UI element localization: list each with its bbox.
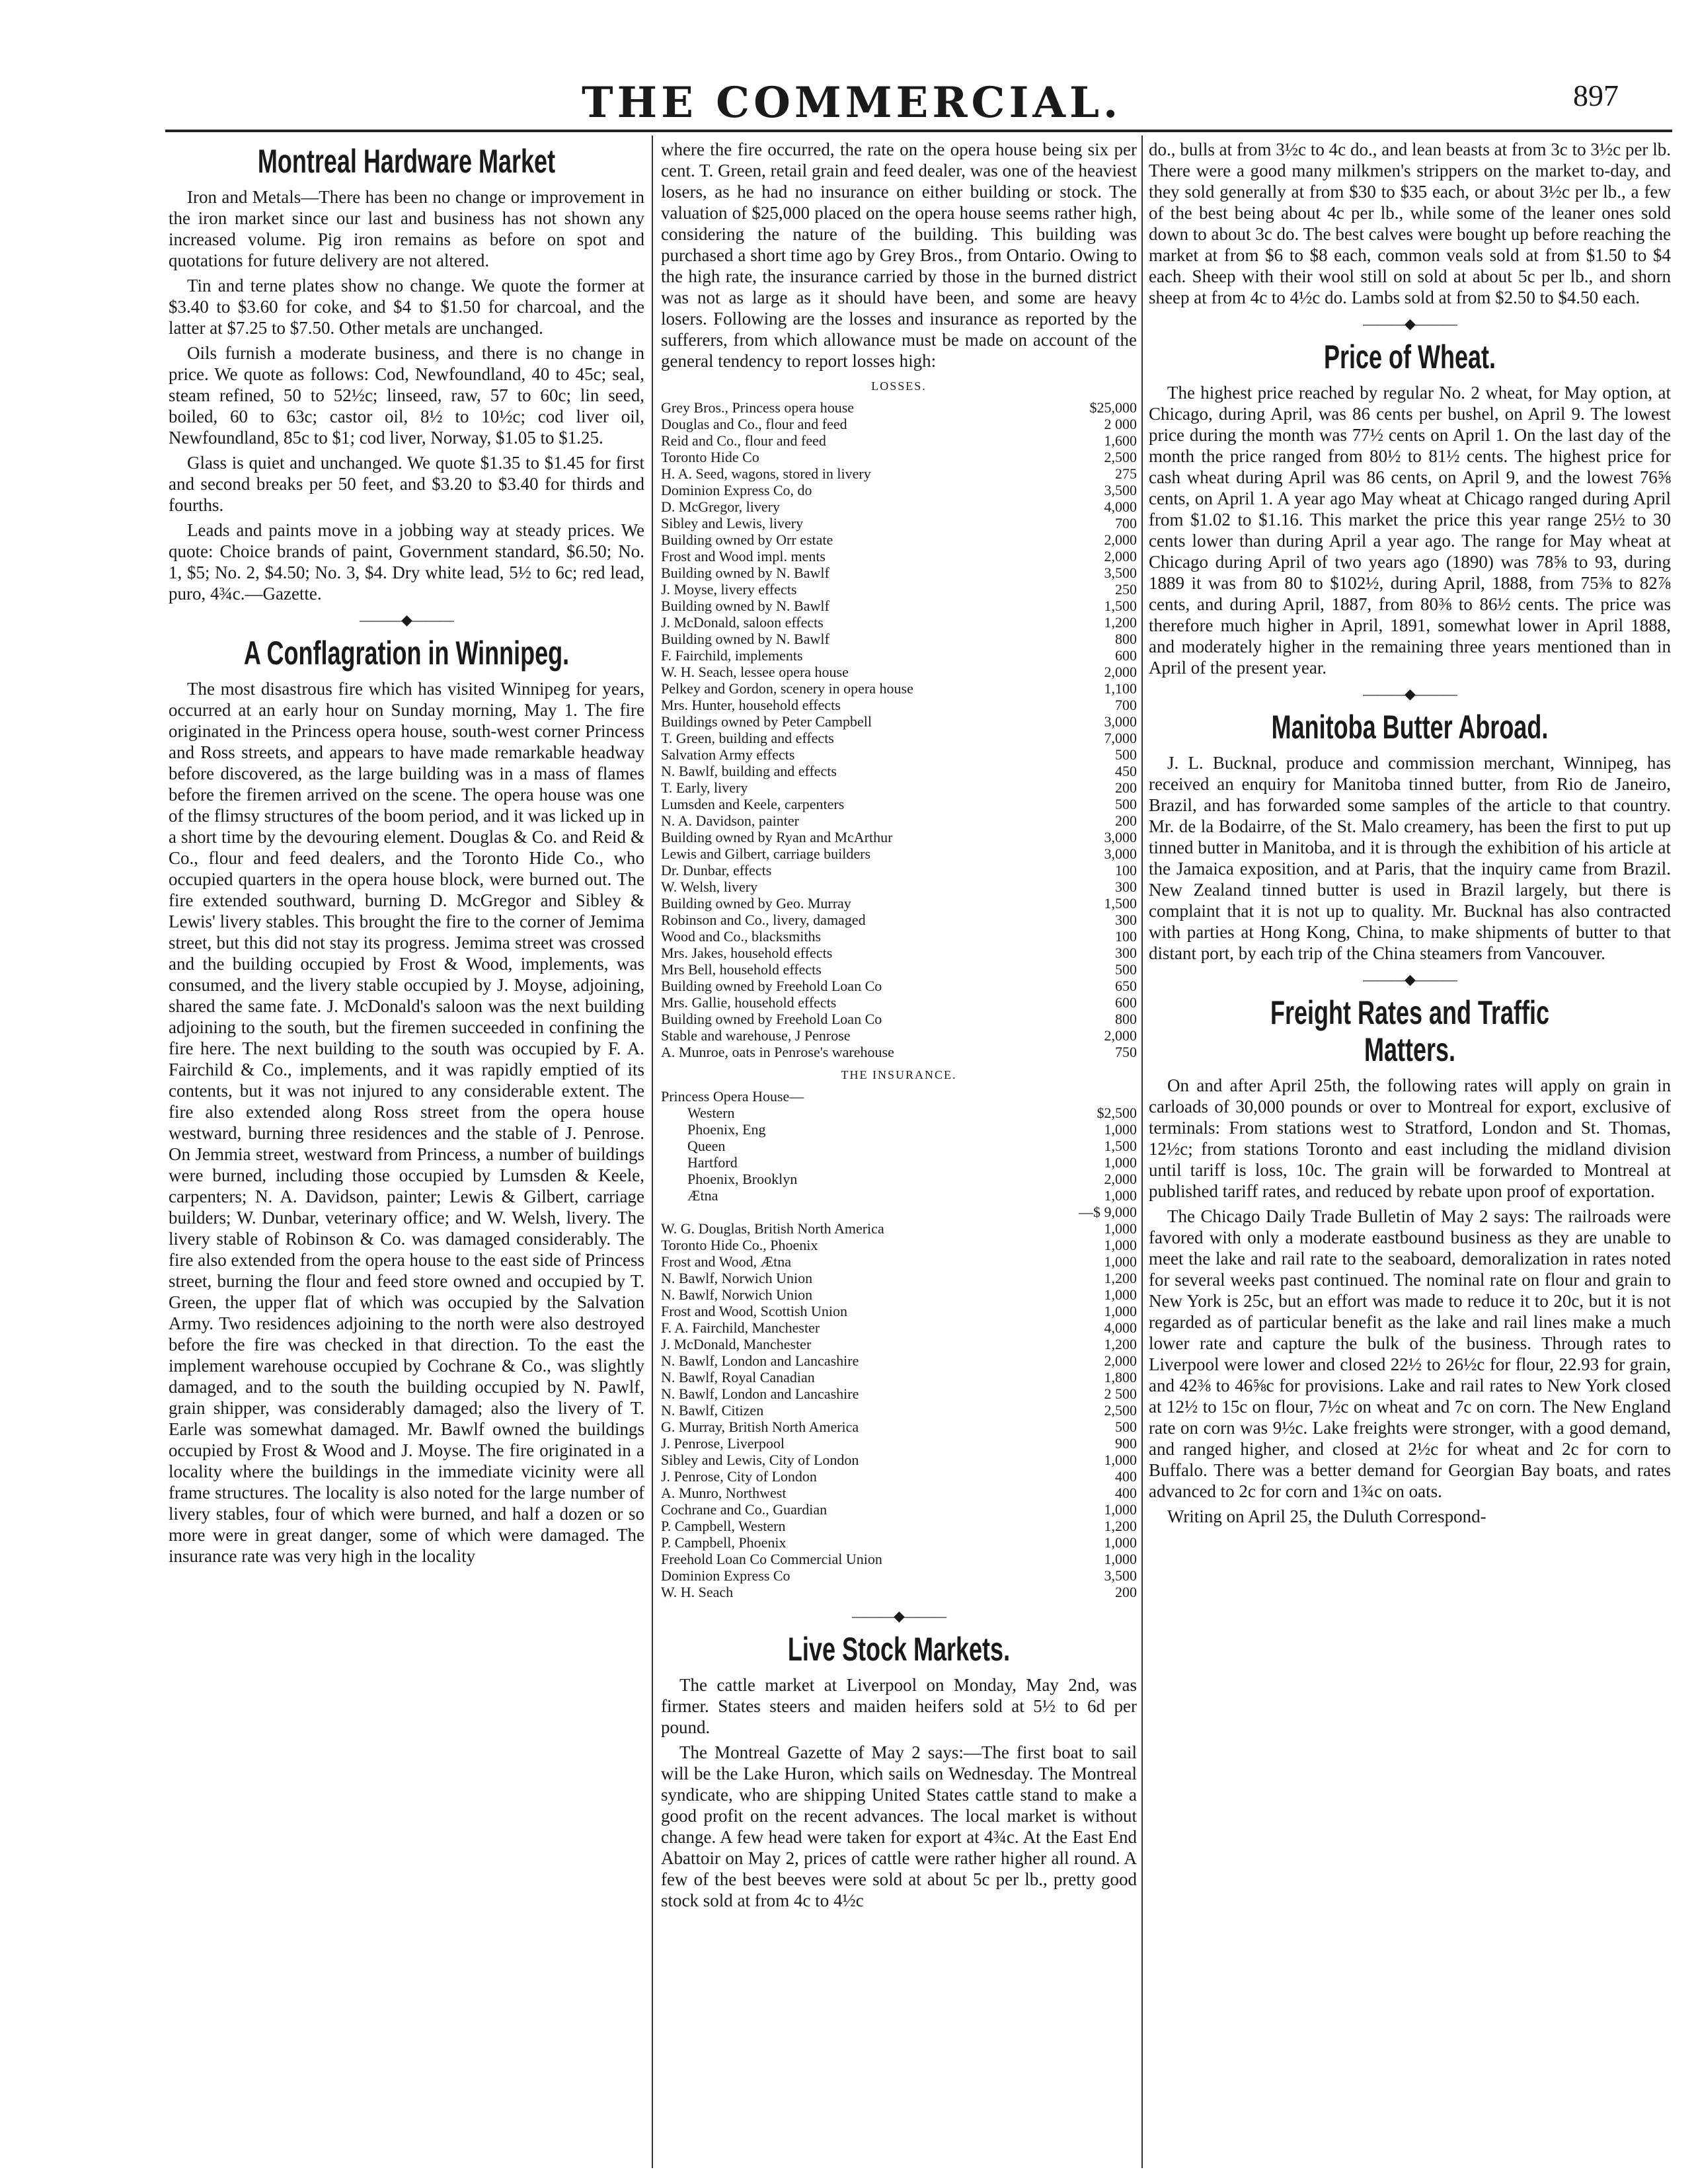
table-cell-name: J. Penrose, Liverpool [661, 1435, 785, 1452]
table-cell-name [661, 1204, 1064, 1220]
losses-row [661, 465, 1137, 482]
losses-row [661, 928, 1137, 945]
table-cell-amount: 1,500 [1104, 1138, 1137, 1154]
table-cell-amount: 3,000 [1104, 829, 1137, 845]
losses-row [661, 878, 1137, 895]
table-cell-name: Mrs. Gallie, household effects [661, 994, 837, 1011]
table-cell-amount: 1,800 [1104, 1369, 1137, 1385]
paragraph: Iron and Metals—There has been no change or improvement in the iron market since our last and business has not shown any increased volume. Pig iron remains as before on spot and quotations for future delivery are not altered. [169, 187, 644, 270]
losses-row [661, 779, 1137, 796]
losses-row [661, 680, 1137, 697]
paragraph: Oils furnish a moderate business, and there is no change in price. We quote as follows: Cod, Newfoundland, 40 to 45c; seal, steam refined, 50 to 52½c; linseed, raw, 57 to 60c; lin seed, boiled, 60 to 63c; castor oil, 8½ to 10½c; cod liver oil, Newfoundland, 85c to $1; cod liver, Norway, $1.05 to $1.25. [169, 343, 644, 448]
losses-row [661, 399, 1137, 416]
table-cell-name: Phoenix, Eng [687, 1121, 766, 1138]
table-cell-name: Grey Bros., Princess opera house [661, 399, 855, 416]
opera-insurance-total: —$ 9,000 [1079, 1204, 1137, 1220]
opera-insurance-row [661, 1154, 1137, 1171]
table-cell-amount: 1,200 [1104, 1336, 1137, 1352]
table-cell-name: J. Moyse, livery effects [661, 581, 797, 598]
insurance-row [661, 1468, 1137, 1485]
table-cell-amount: $2,500 [1097, 1105, 1137, 1121]
table-cell-amount: 1,000 [1104, 1452, 1137, 1468]
table-cell-amount: 900 [1115, 1435, 1137, 1452]
opera-insurance-row [661, 1105, 1137, 1121]
table-cell-name: F. A. Fairchild, Manchester [661, 1319, 820, 1336]
table-cell-amount: 1,500 [1104, 895, 1137, 912]
losses-row [661, 862, 1137, 878]
table-cell-name: Freehold Loan Co Commercial Union [661, 1551, 882, 1567]
table-cell-name: N. Bawlf, Royal Canadian [661, 1369, 815, 1385]
losses-row [661, 614, 1137, 631]
column-divider [1141, 136, 1143, 2168]
table-cell-name: Building owned by Freehold Loan Co [661, 978, 882, 994]
table-cell-name: Toronto Hide Co [661, 449, 759, 465]
table-cell-amount: 1,000 [1104, 1121, 1137, 1138]
table-cell-name: Building owned by Orr estate [661, 531, 833, 548]
table-cell-amount: 2,000 [1104, 664, 1137, 680]
table-cell-name: Ætna [687, 1187, 718, 1204]
table-cell-amount: 2 500 [1104, 1385, 1137, 1402]
table-cell-amount: 100 [1115, 928, 1137, 945]
insurance-row [661, 1419, 1137, 1435]
table-cell-amount: 400 [1115, 1485, 1137, 1501]
table-cell-name: D. McGregor, livery [661, 498, 780, 515]
insurance-row [661, 1584, 1137, 1600]
table-cell-amount: 450 [1115, 763, 1137, 779]
insurance-row [661, 1485, 1137, 1501]
column-divider [652, 136, 653, 2168]
table-cell-name: Salvation Army effects [661, 746, 795, 763]
losses-row [661, 812, 1137, 829]
losses-row [661, 1027, 1137, 1044]
table-cell-name: W. H. Seach, lessee opera house [661, 664, 849, 680]
table-cell-name: Dr. Dunbar, effects [661, 862, 772, 878]
table-cell-amount: 275 [1115, 465, 1137, 482]
table-cell-amount: 300 [1115, 878, 1137, 895]
insurance-row [661, 1534, 1137, 1551]
losses-row [661, 432, 1137, 449]
insurance-row [661, 1452, 1137, 1468]
table-cell-amount: 3,500 [1104, 1567, 1137, 1584]
insurance-row [661, 1567, 1137, 1584]
insurance-row [661, 1551, 1137, 1567]
losses-row [661, 664, 1137, 680]
table-cell-name: Phoenix, Brooklyn [687, 1171, 798, 1187]
table-cell-amount: 400 [1115, 1468, 1137, 1485]
table-cell-name: W. H. Seach [661, 1584, 734, 1600]
table-cell-amount: 800 [1115, 1011, 1137, 1027]
column-2 [661, 139, 1137, 2162]
table-cell-amount: 2,000 [1104, 1352, 1137, 1369]
losses-row [661, 697, 1137, 713]
paragraph: where the fire occurred, the rate on the opera house being six per cent. T. Green, retail grain and feed dealer, was one of the heaviest losers, as he had no insurance on either building or stock. The valuation of $25,000 placed on the opera house seems rather high, considering the nature of the building. This building was purchased a short time ago by Grey Bros., from Ontario. Owing to the high rate, the insurance carried by those in the burned district was not as large as it should have been, and some are heavy losers. Following are the losses and insurance as reported by the sufferers, from which allowance must be made on account of the general tendency to report losses high: [661, 139, 1137, 371]
table-cell-name: Stable and warehouse, J Penrose [661, 1027, 851, 1044]
table-cell-amount: 2,500 [1104, 449, 1137, 465]
paragraph: The highest price reached by regular No. 2 wheat, for May option, at Chicago, during April, was 86 cents per bushel, on April 9. The lowest price during the month was 77½ cents on April 1. On the last day of the month the price ranged from 80½ to 81½ cents. The highest price for cash wheat during April was 86 cents, on April 9, and the lowest 76⅝ cents, on April 1. A year ago May wheat at Chicago ranged during April from $1.02 to $1.16. This market the price this year range 25½ to 30 cents lower than during April a year ago. The range for May wheat at Chicago during April of two years ago (1890) was 78⅝ to 93, during 1889 it was from 80 to $102½, during April, 1888, from 75⅜ to 82⅞ cents, and during April, 1887, from 80⅜ to 86½ cents. The price was therefore much higher in April, 1891, somewhat lower in April 1888, and moderately higher in the remaining three years mentioned than in April of the present year. [1149, 383, 1671, 678]
losses-row [661, 978, 1137, 994]
insurance-row [661, 1237, 1137, 1253]
article-heading-hardware: Montreal Hardware Market [257, 143, 556, 180]
table-cell-name: Frost and Wood, Ætna [661, 1253, 792, 1270]
losses-row [661, 631, 1137, 647]
losses-row [661, 845, 1137, 862]
losses-row [661, 912, 1137, 928]
table-cell-name: Building owned by N. Bawlf [661, 565, 829, 581]
table-cell-name: Cochrane and Co., Guardian [661, 1501, 828, 1518]
table-cell-name: W. Welsh, livery [661, 878, 758, 895]
opera-insurance-table [661, 1105, 1137, 1220]
table-cell-name: Douglas and Co., flour and feed [661, 416, 847, 432]
table-cell-name: N. Bawlf, building and effects [661, 763, 837, 779]
table-cell-amount: 650 [1115, 978, 1137, 994]
losses-heading: LOSSES. [871, 379, 927, 393]
table-cell-name: Hartford [687, 1154, 738, 1171]
paragraph: The most disastrous fire which has visited Winnipeg for years, occurred at an early hour on Sunday morning, May 1. The fire originated in the Princess opera house, south-west corner Princess and Ross streets, and appears to have made remarkable headway before discovered, as the large building was in a mass of flames before the firemen arrived on the scene. The opera house was one of the flimsy structures of the boom period, and it was licked up in a short time by the devouring element. Douglas & Co. and Reid & Co., flour and feed dealers, and the Toronto Hide Co., who occupied quarters in the opera house block, were burned out. The fire extended southward, burning D. McGregor and Sibley & Lewis' livery stables. This brought the fire to the corner of Jemima street, but this did not stay its progress. Jemima street was crossed and the building occupied by Frost & Wood, implements, was consumed, and the livery stable occupied by J. Moyse, adjoining, shared the same fate. J. McDonald's saloon was the next building adjoining to the south, but the firemen succeeded in confining the fire here. The next building to the south was occupied by F. A. Fairchild & Co., implements, and it was rapidly emptied of its contents, but it was not injured to any considerable extent. The fire also extended along Ross street from the opera house westward, burning three residences and the stable of J. Penrose. On Jemmia street, westward from Princess, a number of buildings were burned, including those occupied by Lumsden & Keele, carpenters; N. A. Davidson, painter; Lewis & Gilbert, carriage builders; W. Dunbar, veterinary office; and W. Welsh, livery. The livery stable of Robinson & Co. was damaged considerably. The fire also extended from the opera house to the east side of Princess street, burning the flour and feed store owned and occupied by T. Green, the upper flat of which was occupied by the Salvation Army. Two residences adjoining to the north were also destroyed before the fire was checked in that direction. To the east the implement warehouse occupied by Cochrane & Co., was slightly damaged, and to the south the building occupied by N. Pawlf, grain shipper, was considerably damaged; also the livery of T. Earle was somewhat damaged. Mr. Bawlf owned the buildings occupied by Frost & Wood and J. Moyse. The fire originated in a locality where the buildings in the immediate vicinity were all frame structures. The locality is also noted for the large number of livery stables, four of which were burned, and half a dozen or so more were in great danger, some of which were damaged. The insurance rate was very high in the locality [169, 679, 644, 1566]
losses-row [661, 416, 1137, 432]
paragraph: do., bulls at from 3½c to 4c do., and lean beasts at from 3c to 3½c per lb. There were a good many milkmen's strippers on the market to-day, and they sold generally at from $30 to $35 each, or about 3½c per lb., a few of the best being about 4c per lb., while some of the leaner ones sold down to about 3c do. The best calves were bought up before reaching the market at from $6 to $8 each, common veals sold at from $1.50 to $4 each. Sheep with their wool still on sold at about 5c per lb., and shorn sheep at from 4c to 4½c do. Lambs sold at from $2.50 to $4.50 each. [1149, 139, 1671, 307]
table-cell-amount: 1,200 [1104, 1270, 1137, 1286]
table-cell-name: Lewis and Gilbert, carriage builders [661, 845, 871, 862]
table-cell-amount: 1,000 [1104, 1237, 1137, 1253]
table-cell-amount: 800 [1115, 631, 1137, 647]
losses-row [661, 515, 1137, 531]
table-cell-amount: 4,000 [1104, 498, 1137, 515]
table-cell-name: Pelkey and Gordon, scenery in opera house [661, 680, 913, 697]
losses-row [661, 498, 1137, 515]
table-cell-name: N. A. Davidson, painter [661, 812, 799, 829]
losses-row [661, 598, 1137, 614]
article-heading-livestock: Live Stock Markets. [787, 1631, 1011, 1668]
table-cell-amount: 500 [1115, 746, 1137, 763]
paragraph: Leads and paints move in a jobbing way at steady prices. We quote: Choice brands of paint, Government standard, $6.50; No. 1, $5; No. 2, $4.50; No. 3, $4. Dry white lead, 5½ to 6c; red lead, puro, 4¾c.—Gazette. [169, 520, 644, 604]
table-cell-name: Mrs. Jakes, household effects [661, 945, 833, 961]
insurance-heading: THE INSURANCE. [841, 1068, 957, 1081]
table-cell-amount: 1,500 [1104, 598, 1137, 614]
losses-table [661, 399, 1137, 1060]
table-cell-name: F. Fairchild, implements [661, 647, 803, 664]
losses-row [661, 713, 1137, 730]
ornament-divider: ———◆——— [1363, 315, 1457, 332]
table-cell-name: Lumsden and Keele, carpenters [661, 796, 845, 812]
insurance-row [661, 1352, 1137, 1369]
table-cell-amount: 200 [1115, 812, 1137, 829]
opera-insurance-row [661, 1187, 1137, 1204]
table-cell-name: T. Early, livery [661, 779, 748, 796]
table-cell-name: Sibley and Lewis, City of London [661, 1452, 859, 1468]
table-cell-name: N. Bawlf, Norwich Union [661, 1270, 813, 1286]
opera-insurance-total-row [661, 1204, 1137, 1220]
table-cell-name: N. Bawlf, London and Lancashire [661, 1352, 859, 1369]
table-cell-amount: 300 [1115, 945, 1137, 961]
insurance-row [661, 1435, 1137, 1452]
table-cell-amount: 200 [1115, 779, 1137, 796]
table-cell-amount: 600 [1115, 994, 1137, 1011]
insurance-row [661, 1270, 1137, 1286]
table-cell-amount: 700 [1115, 515, 1137, 531]
losses-row [661, 961, 1137, 978]
ornament-divider: ———◆——— [360, 611, 453, 628]
table-cell-name: Frost and Wood impl. ments [661, 548, 826, 565]
insurance-row [661, 1253, 1137, 1270]
losses-row [661, 895, 1137, 912]
losses-row [661, 1044, 1137, 1060]
page-number: 897 [1573, 79, 1619, 112]
table-cell-amount: 500 [1115, 796, 1137, 812]
table-cell-name: Reid and Co., flour and feed [661, 432, 826, 449]
masthead-rule [165, 130, 1672, 132]
losses-row [661, 565, 1137, 581]
column-1 [169, 139, 644, 2162]
table-cell-name: A. Munroe, oats in Penrose's warehouse [661, 1044, 894, 1060]
table-cell-name: P. Campbell, Phoenix [661, 1534, 787, 1551]
insurance-table [661, 1220, 1137, 1600]
table-cell-amount: 700 [1115, 697, 1137, 713]
table-cell-name: G. Murray, British North America [661, 1419, 859, 1435]
column-3 [1149, 139, 1671, 2162]
table-cell-amount: 750 [1115, 1044, 1137, 1060]
table-cell-name: W. G. Douglas, British North America [661, 1220, 884, 1237]
table-cell-name: A. Munro, Northwest [661, 1485, 787, 1501]
paragraph: On and after April 25th, the following rates will apply on grain in carloads of 30,000 pounds or over to Montreal for export, exclusive of terminals: From stations west to Stratford, London and St. Thomas, 12½c; from stations Toronto and east including the midland division until tariff is loss, 10c. The grain will be forwarded to Montreal at published tariff rates, and reduced by rebate upon proof of exportation. [1149, 1075, 1671, 1201]
table-cell-name: Dominion Express Co, do [661, 482, 812, 498]
table-cell-amount: 1,000 [1104, 1187, 1137, 1204]
paragraph: J. L. Bucknal, produce and commission merchant, Winnipeg, has received an enquiry for Manitoba tinned butter, from Rio de Janeiro, Brazil, and has forwarded some samples of the article to that country. Mr. de la Bodairre, of the St. Malo creamery, has been the first to put up tinned butter in Manitoba, and it is through the exhibition of his article at the Jamaica exposition, and at Paris, that the inquiry came from Brazil. New Zealand tinned butter is used in Brazil largely, but there is complaint that it is not up to quality. Mr. Bucknal has also contracted with parties at Hong Kong, China, to make shipments of butter to that distant port, by each trip of the China steamers from Vancouver. [1149, 753, 1671, 963]
insurance-row [661, 1518, 1137, 1534]
paragraph: Tin and terne plates show no change. We quote the former at $3.40 to $3.60 for coke, and $4 to $1.50 for charcoal, and the latter at $7.25 to $7.50. Other metals are unchanged. [169, 276, 644, 338]
table-cell-name: Robinson and Co., livery, damaged [661, 912, 866, 928]
insurance-row [661, 1336, 1137, 1352]
table-cell-amount: 2 000 [1104, 416, 1137, 432]
insurance-row [661, 1385, 1137, 1402]
losses-row [661, 763, 1137, 779]
losses-row [661, 482, 1137, 498]
table-cell-amount: 2,000 [1104, 531, 1137, 548]
losses-row [661, 796, 1137, 812]
table-cell-name: N. Bawlf, Citizen [661, 1402, 764, 1419]
table-cell-amount: 500 [1115, 1419, 1137, 1435]
table-cell-amount: 1,600 [1104, 432, 1137, 449]
article-heading-butter: Manitoba Butter Abroad. [1271, 709, 1549, 746]
table-cell-name: Building owned by Freehold Loan Co [661, 1011, 882, 1027]
table-cell-name: Building owned by N. Bawlf [661, 631, 829, 647]
opera-insurance-row [661, 1171, 1137, 1187]
table-cell-name: Toronto Hide Co., Phoenix [661, 1237, 818, 1253]
losses-row [661, 548, 1137, 565]
table-cell-name: J. McDonald, Manchester [661, 1336, 812, 1352]
losses-row [661, 449, 1137, 465]
table-cell-name: Buildings owned by Peter Campbell [661, 713, 872, 730]
table-cell-amount: 1,200 [1104, 614, 1137, 631]
table-cell-amount: $25,000 [1089, 399, 1137, 416]
table-cell-name: N. Bawlf, London and Lancashire [661, 1385, 859, 1402]
insurance-row [661, 1319, 1137, 1336]
masthead [0, 0, 1696, 126]
ornament-divider: ———◆——— [1363, 685, 1457, 702]
paragraph: The Montreal Gazette of May 2 says:—The first boat to sail will be the Lake Huron, which sails on Wednesday. The Montreal syndicate, who are shipping United States cattle stand to make a good profit on the recent advances. The local market is without change. A few head were taken for export at 4¾c. At the East End Abattoir on May 2, prices of cattle were rather higher all round. A few of the best beeves were sold at about 5c per lb., pretty good stock sold at from 4c to 4½c [661, 1742, 1137, 1910]
table-cell-name: Queen [687, 1138, 726, 1154]
table-cell-name: Wood and Co., blacksmiths [661, 928, 822, 945]
ornament-divider: ———◆——— [852, 1608, 946, 1624]
table-cell-name: Mrs. Hunter, household effects [661, 697, 841, 713]
insurance-row [661, 1286, 1137, 1303]
table-cell-amount: 1,000 [1104, 1253, 1137, 1270]
losses-row [661, 581, 1137, 598]
losses-row [661, 829, 1137, 845]
table-cell-amount: 3,000 [1104, 845, 1137, 862]
publication-title: THE COMMERCIAL. [582, 78, 1122, 128]
table-cell-amount: 500 [1115, 961, 1137, 978]
table-cell-name: Western [687, 1105, 735, 1121]
table-cell-amount: 2,000 [1104, 1027, 1137, 1044]
table-cell-amount: 4,000 [1104, 1319, 1137, 1336]
insurance-row [661, 1220, 1137, 1237]
table-cell-amount: 3,500 [1104, 482, 1137, 498]
paragraph: The Chicago Daily Trade Bulletin of May 2 says: The railroads were favored with only a moderate eastbound business as they are unable to meet the lake and rail rate to the seaboard, demoralization in rates noted for several weeks past continued. The nominal rate on flour and grain to New York is 25c, but an effort was made to reduce it to 20c, but it is not regarded as of particular benefit as the lake and rail lines make a much lower rate and capture the bulk of the business. Through rates to Liverpool were lower and closed 22½ to 26½c for flour, 22.93 for grain, and 42⅜ to 46⅝c for provisions. Lake and rail rates to New York closed at 12½ to 15c on flour, 7½c on wheat and 7c on corn. The New England rate on corn was 9½c. Lake freights were stronger, with a good demand, and ranged higher, and closed at 2½c for wheat and 2c for corn to Buffalo. There was a better demand for Georgian Bay boats, and rates advanced to 2c for corn and 1¾c on oats. [1149, 1206, 1671, 1501]
table-cell-amount: 2,500 [1104, 1402, 1137, 1419]
article-heading-conflagration: A Conflagration in Winnipeg. [243, 635, 570, 672]
insurance-row [661, 1303, 1137, 1319]
losses-row [661, 531, 1137, 548]
table-cell-name: J. Penrose, City of London [661, 1468, 817, 1485]
table-cell-name: Sibley and Lewis, livery [661, 515, 804, 531]
opera-house-label: Princess Opera House— [661, 1088, 804, 1105]
table-cell-amount: 1,000 [1104, 1501, 1137, 1518]
opera-insurance-row [661, 1138, 1137, 1154]
table-cell-amount: 3,500 [1104, 565, 1137, 581]
table-cell-name: P. Campbell, Western [661, 1518, 786, 1534]
losses-row [661, 1011, 1137, 1027]
table-cell-amount: 1,000 [1104, 1154, 1137, 1171]
opera-insurance-row [661, 1121, 1137, 1138]
table-cell-amount: 1,000 [1104, 1551, 1137, 1567]
table-cell-name: J. McDonald, saloon effects [661, 614, 824, 631]
table-cell-amount: 1,000 [1104, 1303, 1137, 1319]
article-heading-freight: Freight Rates and Traffic Matters. [1270, 994, 1550, 1068]
table-cell-amount: 100 [1115, 862, 1137, 878]
insurance-row [661, 1402, 1137, 1419]
losses-row [661, 746, 1137, 763]
table-cell-amount: 200 [1115, 1584, 1137, 1600]
table-cell-amount: 1,100 [1104, 680, 1137, 697]
losses-row [661, 994, 1137, 1011]
table-cell-amount: 300 [1115, 912, 1137, 928]
paragraph: Writing on April 25, the Duluth Correspond- [1167, 1506, 1486, 1526]
table-cell-name: Dominion Express Co [661, 1567, 790, 1584]
losses-row [661, 730, 1137, 746]
table-cell-name: Frost and Wood, Scottish Union [661, 1303, 848, 1319]
paragraph: The cattle market at Liverpool on Monday, May 2nd, was firmer. States steers and maiden heifers sold at 5½ to 6d per pound. [661, 1675, 1137, 1737]
losses-row [661, 945, 1137, 961]
table-cell-amount: 3,000 [1104, 713, 1137, 730]
table-cell-name: Building owned by Ryan and McArthur [661, 829, 893, 845]
table-cell-amount: 2,000 [1104, 1171, 1137, 1187]
table-cell-amount: 2,000 [1104, 548, 1137, 565]
article-heading-wheat: Price of Wheat. [1323, 338, 1496, 375]
table-cell-name: Building owned by Geo. Murray [661, 895, 851, 912]
table-cell-amount: 600 [1115, 647, 1137, 664]
table-cell-amount: 250 [1115, 581, 1137, 598]
ornament-divider: ———◆——— [1363, 971, 1457, 988]
table-cell-name: Mrs Bell, household effects [661, 961, 822, 978]
table-cell-amount: 1,000 [1104, 1220, 1137, 1237]
losses-row [661, 647, 1137, 664]
table-cell-amount: 1,000 [1104, 1286, 1137, 1303]
table-cell-name: T. Green, building and effects [661, 730, 834, 746]
table-cell-name: N. Bawlf, Norwich Union [661, 1286, 813, 1303]
table-cell-name: Building owned by N. Bawlf [661, 598, 829, 614]
table-cell-amount: 1,000 [1104, 1534, 1137, 1551]
table-cell-amount: 1,200 [1104, 1518, 1137, 1534]
insurance-row [661, 1501, 1137, 1518]
paragraph: Glass is quiet and unchanged. We quote $1.35 to $1.45 for first and second breaks per 50 feet, and $3.20 to $3.40 for thirds and fourths. [169, 453, 644, 515]
table-cell-amount: 7,000 [1104, 730, 1137, 746]
table-cell-name: H. A. Seed, wagons, stored in livery [661, 465, 871, 482]
insurance-row [661, 1369, 1137, 1385]
